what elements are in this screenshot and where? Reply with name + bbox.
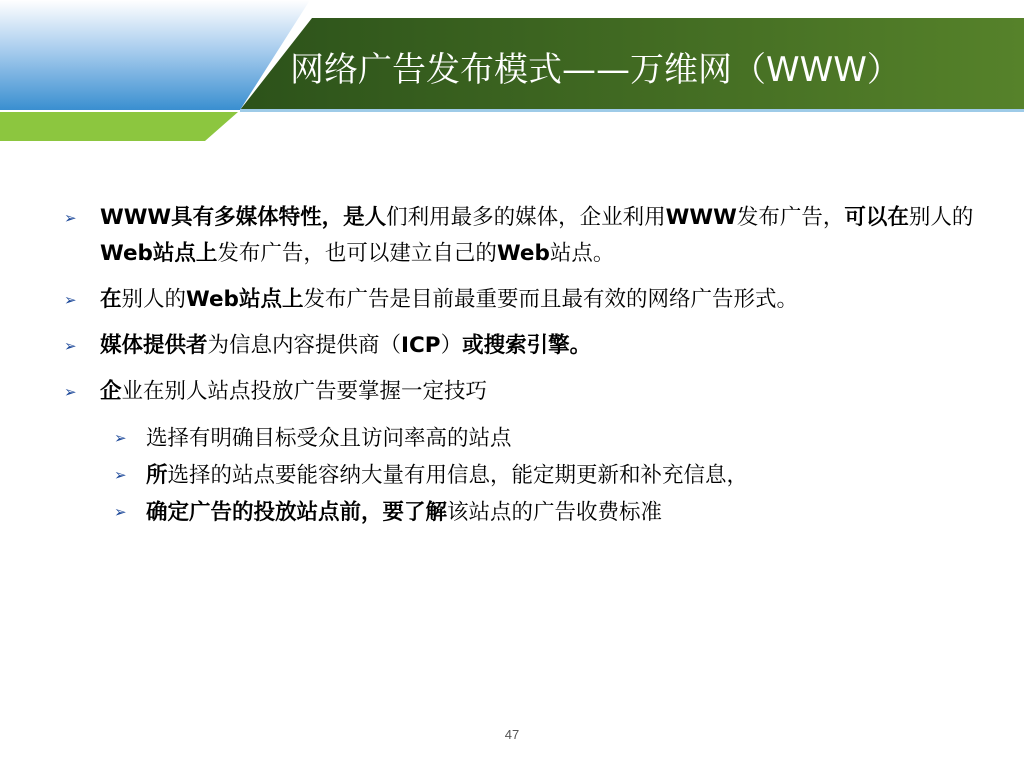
bullet-text-run: 别人的	[121, 287, 187, 312]
bullet-text-run: 可以在	[844, 205, 909, 230]
slide-title: 网络广告发布模式——万维网（WWW）	[290, 50, 901, 90]
bullet-text-run: Web	[496, 241, 550, 266]
arrow-bullet-icon: ➢	[114, 466, 127, 484]
arrow-bullet-icon: ➢	[114, 429, 127, 447]
bullet-text-run: 该站点的广告收费标准	[447, 500, 663, 525]
sub-bullet-item	[64, 420, 974, 457]
bullet-text-run: 们利用最多的媒体，企业利用	[386, 205, 666, 230]
header-lime-band	[0, 112, 238, 141]
bullet-text-run: WWW	[665, 205, 737, 230]
bullet-text-run: 媒体提供者	[100, 333, 208, 358]
bullet-text-run: 站点。	[549, 241, 615, 266]
arrow-bullet-icon: ➢	[64, 209, 77, 227]
bullet-text-run: 在	[100, 287, 122, 312]
bullet-text-run: 别人的	[908, 205, 974, 230]
page-number: 47	[504, 727, 520, 742]
sub-bullet-item	[64, 494, 974, 531]
header-bottom-rule	[240, 109, 1024, 112]
bullet-list	[64, 200, 974, 531]
bullet-text-run: Web站点上	[100, 241, 218, 266]
bullet-text-run: ICP	[401, 333, 441, 358]
arrow-bullet-icon: ➢	[114, 503, 127, 521]
bullet-text-run: ）	[440, 333, 463, 358]
bullet-text-run: 选择有明确目标受众且访问率高的站点	[146, 426, 512, 451]
arrow-bullet-icon: ➢	[64, 291, 77, 309]
bullet-item	[64, 328, 974, 364]
bullet-item	[64, 374, 974, 410]
bullet-text-run: 发布广告，	[736, 205, 845, 230]
bullet-text-run: WWW具有多媒体特性，是人	[100, 205, 387, 230]
bullet-text-run: 发布广告是目前最重要而且最有效的网络广告形式。	[303, 287, 798, 312]
bullet-text-run: 或搜索引擎。	[462, 333, 592, 358]
bullet-text-run: 确定广告的投放站点前，要了解	[146, 500, 448, 525]
bullet-text-run: 为信息内容提供商（	[207, 333, 402, 358]
bullet-item	[64, 200, 974, 272]
bullet-text-run: Web站点上	[186, 287, 304, 312]
bullet-text-run: 选择的站点要能容纳大量有用信息，能定期更新和补充信息，	[167, 463, 749, 488]
bullet-text-run: 业在别人站点投放广告要掌握一定技巧	[121, 379, 488, 404]
arrow-bullet-icon: ➢	[64, 337, 77, 355]
bullet-text-run: 所	[146, 463, 168, 488]
bullet-item	[64, 282, 974, 318]
bullet-text-run: 企	[100, 379, 122, 404]
sub-bullet-item	[64, 457, 974, 494]
arrow-bullet-icon: ➢	[64, 383, 77, 401]
bullet-text-run: 发布广告，也可以建立自己的	[217, 241, 497, 266]
